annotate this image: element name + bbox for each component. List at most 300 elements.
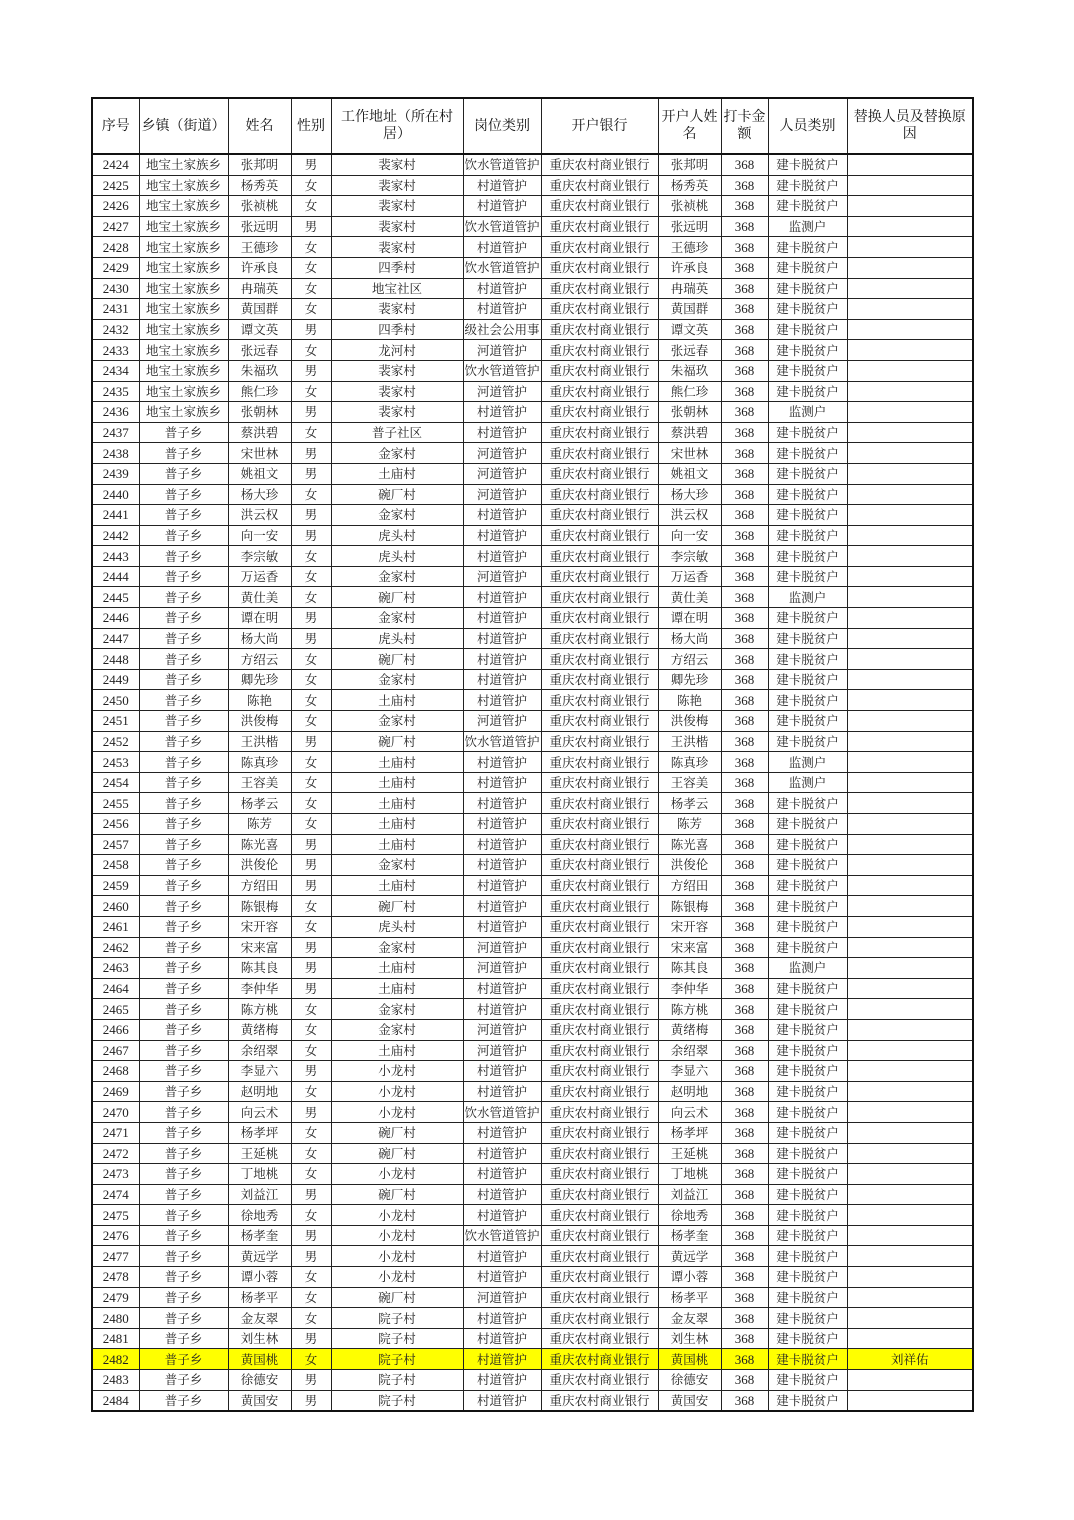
cell-bank: 重庆农村商业银行 [541,1246,658,1267]
cell-replacement [847,1328,973,1349]
table-row [92,1308,973,1329]
cell-serial-no: 2430 [92,278,139,299]
cell-serial-no: 2453 [92,752,139,773]
cell-bank: 重庆农村商业银行 [541,299,658,320]
cell-town: 普子乡 [139,958,228,979]
cell-town: 普子乡 [139,1370,228,1391]
cell-replacement [847,628,973,649]
table-row [92,1019,973,1040]
cell-serial-no: 2452 [92,731,139,752]
table-row [92,1205,973,1226]
cell-town: 普子乡 [139,896,228,917]
cell-name: 王德珍 [228,237,291,258]
cell-amount: 368 [721,340,768,361]
cell-category: 建卡脱贫户 [768,175,847,196]
cell-bank: 重庆农村商业银行 [541,916,658,937]
cell-name: 王容美 [228,772,291,793]
cell-account-holder: 赵明地 [658,1081,721,1102]
cell-name: 张祯桃 [228,196,291,217]
cell-amount: 368 [721,731,768,752]
table-row [92,257,973,278]
cell-bank: 重庆农村商业银行 [541,1390,658,1411]
cell-work-address: 院子村 [331,1390,463,1411]
cell-gender: 男 [291,463,331,484]
cell-town: 普子乡 [139,1246,228,1267]
cell-town: 普子乡 [139,484,228,505]
cell-replacement [847,937,973,958]
cell-gender: 女 [291,299,331,320]
cell-town: 普子乡 [139,463,228,484]
cell-account-holder: 杨秀英 [658,175,721,196]
cell-serial-no: 2444 [92,566,139,587]
cell-serial-no: 2465 [92,999,139,1020]
header-name: 姓名 [228,98,291,154]
cell-post-type: 村道管护 [463,175,541,196]
cell-post-type: 河道管护 [463,1040,541,1061]
cell-account-holder: 朱福玖 [658,360,721,381]
cell-amount: 368 [721,1225,768,1246]
cell-account-holder: 王德珍 [658,237,721,258]
table-row [92,649,973,670]
cell-category: 建卡脱贫户 [768,1267,847,1288]
table-row [92,958,973,979]
cell-bank: 重庆农村商业银行 [541,1267,658,1288]
cell-account-holder: 杨孝平 [658,1287,721,1308]
cell-amount: 368 [721,814,768,835]
table-row [92,175,973,196]
table-row [92,566,973,587]
cell-town: 地宝土家族乡 [139,154,228,175]
cell-serial-no: 2474 [92,1184,139,1205]
cell-gender: 女 [291,1349,331,1370]
cell-bank: 重庆农村商业银行 [541,649,658,670]
cell-replacement [847,505,973,526]
cell-work-address: 金家村 [331,711,463,732]
cell-replacement [847,1184,973,1205]
cell-gender: 男 [291,505,331,526]
cell-work-address: 金家村 [331,937,463,958]
cell-post-type: 村道管护 [463,1184,541,1205]
table-row [92,711,973,732]
cell-category: 建卡脱贫户 [768,1225,847,1246]
cell-bank: 重庆农村商业银行 [541,978,658,999]
cell-post-type: 饮水管道管护 [463,360,541,381]
cell-gender: 男 [291,1328,331,1349]
cell-replacement [847,1102,973,1123]
cell-bank: 重庆农村商业银行 [541,690,658,711]
cell-name: 陈艳 [228,690,291,711]
cell-bank: 重庆农村商业银行 [541,608,658,629]
cell-gender: 女 [291,690,331,711]
cell-serial-no: 2478 [92,1267,139,1288]
cell-work-address: 院子村 [331,1308,463,1329]
cell-name: 王延桃 [228,1143,291,1164]
cell-serial-no: 2459 [92,875,139,896]
cell-name: 洪云权 [228,505,291,526]
cell-bank: 重庆农村商业银行 [541,628,658,649]
cell-bank: 重庆农村商业银行 [541,958,658,979]
cell-town: 普子乡 [139,999,228,1020]
cell-town: 普子乡 [139,875,228,896]
cell-category: 建卡脱贫户 [768,649,847,670]
cell-gender: 男 [291,525,331,546]
cell-amount: 368 [721,772,768,793]
cell-category: 建卡脱贫户 [768,793,847,814]
cell-amount: 368 [721,1102,768,1123]
cell-amount: 368 [721,1308,768,1329]
cell-category: 建卡脱贫户 [768,711,847,732]
cell-account-holder: 余绍翠 [658,1040,721,1061]
cell-serial-no: 2442 [92,525,139,546]
cell-bank: 重庆农村商业银行 [541,484,658,505]
cell-bank: 重庆农村商业银行 [541,669,658,690]
cell-town: 普子乡 [139,1122,228,1143]
cell-post-type: 村道管护 [463,628,541,649]
cell-name: 宋世林 [228,443,291,464]
cell-account-holder: 洪俊伦 [658,855,721,876]
cell-bank: 重庆农村商业银行 [541,505,658,526]
cell-name: 徐地秀 [228,1205,291,1226]
cell-post-type: 河道管护 [463,566,541,587]
table-row [92,793,973,814]
cell-post-type: 村道管护 [463,1122,541,1143]
cell-work-address: 裴家村 [331,175,463,196]
cell-replacement [847,855,973,876]
table-row [92,1040,973,1061]
cell-replacement: 刘祥佑 [847,1349,973,1370]
cell-category: 监测户 [768,958,847,979]
table-row [92,1122,973,1143]
cell-serial-no: 2468 [92,1061,139,1082]
cell-name: 冉瑞英 [228,278,291,299]
cell-serial-no: 2449 [92,669,139,690]
cell-bank: 重庆农村商业银行 [541,1205,658,1226]
cell-town: 普子乡 [139,711,228,732]
header-gender: 性别 [291,98,331,154]
cell-category: 建卡脱贫户 [768,463,847,484]
cell-post-type: 河道管护 [463,937,541,958]
table-row [92,1328,973,1349]
roster-table [91,97,974,1412]
cell-gender: 男 [291,154,331,175]
cell-post-type: 村道管护 [463,505,541,526]
cell-account-holder: 陈真珍 [658,752,721,773]
cell-post-type: 村道管护 [463,525,541,546]
cell-amount: 368 [721,566,768,587]
cell-category: 建卡脱贫户 [768,1040,847,1061]
cell-work-address: 裴家村 [331,196,463,217]
cell-amount: 368 [721,875,768,896]
cell-serial-no: 2437 [92,422,139,443]
cell-work-address: 小龙村 [331,1205,463,1226]
cell-post-type: 村道管护 [463,752,541,773]
cell-category: 建卡脱贫户 [768,1370,847,1391]
cell-bank: 重庆农村商业银行 [541,402,658,423]
cell-serial-no: 2458 [92,855,139,876]
cell-serial-no: 2477 [92,1246,139,1267]
cell-name: 方绍云 [228,649,291,670]
cell-bank: 重庆农村商业银行 [541,772,658,793]
cell-bank: 重庆农村商业银行 [541,196,658,217]
cell-serial-no: 2450 [92,690,139,711]
cell-post-type: 村道管护 [463,402,541,423]
cell-category: 建卡脱贫户 [768,1143,847,1164]
cell-category: 建卡脱贫户 [768,154,847,175]
cell-post-type: 村道管护 [463,1267,541,1288]
cell-account-holder: 黄绪梅 [658,1019,721,1040]
table-row [92,1246,973,1267]
cell-serial-no: 2483 [92,1370,139,1391]
cell-category: 建卡脱贫户 [768,690,847,711]
cell-gender: 女 [291,1308,331,1329]
cell-replacement [847,546,973,567]
cell-bank: 重庆农村商业银行 [541,1287,658,1308]
cell-amount: 368 [721,1390,768,1411]
cell-work-address: 虎头村 [331,546,463,567]
cell-town: 普子乡 [139,587,228,608]
cell-category: 建卡脱贫户 [768,278,847,299]
cell-serial-no: 2441 [92,505,139,526]
cell-category: 建卡脱贫户 [768,422,847,443]
cell-name: 刘生林 [228,1328,291,1349]
cell-town: 普子乡 [139,422,228,443]
cell-name: 张朝林 [228,402,291,423]
cell-post-type: 村道管护 [463,855,541,876]
cell-category: 建卡脱贫户 [768,1390,847,1411]
cell-amount: 368 [721,402,768,423]
cell-replacement [847,875,973,896]
cell-town: 地宝土家族乡 [139,237,228,258]
cell-account-holder: 张祯桃 [658,196,721,217]
header-town: 乡镇（街道） [139,98,228,154]
header-amount: 打卡金额 [721,98,768,154]
cell-bank: 重庆农村商业银行 [541,257,658,278]
cell-post-type: 村道管护 [463,1143,541,1164]
cell-gender: 女 [291,1122,331,1143]
cell-name: 王洪楷 [228,731,291,752]
cell-post-type: 饮水管道管护 [463,1225,541,1246]
cell-work-address: 碗厂村 [331,587,463,608]
cell-amount: 368 [721,1328,768,1349]
header-row [92,98,973,154]
cell-work-address: 金家村 [331,855,463,876]
cell-town: 普子乡 [139,752,228,773]
cell-account-holder: 黄远学 [658,1246,721,1267]
cell-bank: 重庆农村商业银行 [541,587,658,608]
cell-serial-no: 2454 [92,772,139,793]
table-row [92,628,973,649]
cell-serial-no: 2438 [92,443,139,464]
cell-amount: 368 [721,299,768,320]
cell-serial-no: 2470 [92,1102,139,1123]
cell-gender: 女 [291,772,331,793]
cell-replacement [847,1122,973,1143]
cell-amount: 368 [721,1122,768,1143]
cell-serial-no: 2435 [92,381,139,402]
cell-work-address: 碗厂村 [331,1122,463,1143]
cell-work-address: 土庙村 [331,814,463,835]
table-row [92,525,973,546]
cell-category: 建卡脱贫户 [768,1164,847,1185]
cell-gender: 男 [291,855,331,876]
cell-serial-no: 2463 [92,958,139,979]
cell-serial-no: 2484 [92,1390,139,1411]
cell-replacement [847,1246,973,1267]
cell-post-type: 村道管护 [463,1061,541,1082]
cell-account-holder: 方绍田 [658,875,721,896]
cell-replacement [847,402,973,423]
table-row [92,402,973,423]
cell-account-holder: 宋开容 [658,916,721,937]
table-row [92,1081,973,1102]
cell-category: 建卡脱贫户 [768,834,847,855]
cell-town: 普子乡 [139,772,228,793]
cell-gender: 女 [291,546,331,567]
cell-amount: 368 [721,1040,768,1061]
cell-replacement [847,422,973,443]
cell-category: 建卡脱贫户 [768,1122,847,1143]
cell-replacement [847,1225,973,1246]
cell-replacement [847,834,973,855]
cell-replacement [847,649,973,670]
cell-name: 金友翠 [228,1308,291,1329]
cell-amount: 368 [721,937,768,958]
cell-name: 杨秀英 [228,175,291,196]
cell-amount: 368 [721,1184,768,1205]
cell-account-holder: 杨孝坪 [658,1122,721,1143]
table-row [92,237,973,258]
cell-replacement [847,1164,973,1185]
cell-account-holder: 许承良 [658,257,721,278]
cell-post-type: 村道管护 [463,1081,541,1102]
cell-work-address: 小龙村 [331,1267,463,1288]
cell-work-address: 金家村 [331,505,463,526]
cell-serial-no: 2436 [92,402,139,423]
cell-serial-no: 2462 [92,937,139,958]
cell-post-type: 村道管护 [463,237,541,258]
cell-bank: 重庆农村商业银行 [541,752,658,773]
table-row [92,937,973,958]
cell-name: 陈真珍 [228,752,291,773]
cell-account-holder: 杨大珍 [658,484,721,505]
cell-post-type: 村道管护 [463,1205,541,1226]
cell-town: 普子乡 [139,1225,228,1246]
cell-amount: 368 [721,505,768,526]
cell-work-address: 碗厂村 [331,731,463,752]
cell-account-holder: 张远明 [658,216,721,237]
cell-account-holder: 卿先珍 [658,669,721,690]
cell-gender: 女 [291,999,331,1020]
cell-category: 建卡脱贫户 [768,916,847,937]
cell-name: 陈其良 [228,958,291,979]
cell-account-holder: 张邦明 [658,154,721,175]
cell-account-holder: 熊仁珍 [658,381,721,402]
cell-name: 杨大尚 [228,628,291,649]
cell-bank: 重庆农村商业银行 [541,999,658,1020]
table-row [92,319,973,340]
cell-category: 建卡脱贫户 [768,731,847,752]
cell-name: 朱福玖 [228,360,291,381]
cell-name: 徐德安 [228,1370,291,1391]
cell-category: 建卡脱贫户 [768,1287,847,1308]
cell-post-type: 饮水管道管护 [463,1102,541,1123]
cell-name: 余绍翠 [228,1040,291,1061]
cell-gender: 女 [291,175,331,196]
cell-category: 建卡脱贫户 [768,1184,847,1205]
cell-replacement [847,360,973,381]
cell-bank: 重庆农村商业银行 [541,1225,658,1246]
cell-category: 建卡脱贫户 [768,1019,847,1040]
cell-work-address: 院子村 [331,1328,463,1349]
table-row [92,1102,973,1123]
cell-account-holder: 陈光喜 [658,834,721,855]
table-row [92,1370,973,1391]
cell-gender: 男 [291,319,331,340]
cell-amount: 368 [721,525,768,546]
cell-replacement [847,1205,973,1226]
cell-name: 杨孝坪 [228,1122,291,1143]
cell-name: 姚祖文 [228,463,291,484]
table-row [92,690,973,711]
cell-account-holder: 陈银梅 [658,896,721,917]
cell-replacement [847,793,973,814]
cell-replacement [847,463,973,484]
table-row [92,978,973,999]
table-row [92,731,973,752]
cell-town: 普子乡 [139,669,228,690]
cell-serial-no: 2476 [92,1225,139,1246]
cell-serial-no: 2439 [92,463,139,484]
cell-amount: 368 [721,793,768,814]
cell-bank: 重庆农村商业银行 [541,154,658,175]
cell-town: 地宝土家族乡 [139,257,228,278]
cell-town: 普子乡 [139,525,228,546]
cell-town: 地宝土家族乡 [139,319,228,340]
table-row [92,1184,973,1205]
cell-bank: 重庆农村商业银行 [541,175,658,196]
cell-town: 普子乡 [139,855,228,876]
cell-town: 普子乡 [139,566,228,587]
cell-work-address: 土庙村 [331,463,463,484]
table-row [92,814,973,835]
cell-name: 陈光喜 [228,834,291,855]
cell-category: 建卡脱贫户 [768,669,847,690]
table-row [92,875,973,896]
cell-serial-no: 2424 [92,154,139,175]
cell-replacement [847,154,973,175]
cell-account-holder: 李显六 [658,1061,721,1082]
cell-replacement [847,1370,973,1391]
cell-town: 普子乡 [139,505,228,526]
cell-bank: 重庆农村商业银行 [541,875,658,896]
cell-gender: 男 [291,834,331,855]
cell-post-type: 村道管护 [463,1246,541,1267]
cell-serial-no: 2456 [92,814,139,835]
cell-category: 建卡脱贫户 [768,319,847,340]
cell-category: 建卡脱贫户 [768,814,847,835]
cell-work-address: 四季村 [331,257,463,278]
cell-category: 建卡脱贫户 [768,1308,847,1329]
table-row [92,1287,973,1308]
cell-bank: 重庆农村商业银行 [541,1308,658,1329]
cell-gender: 女 [291,711,331,732]
cell-account-holder: 王延桃 [658,1143,721,1164]
table-row [92,299,973,320]
cell-category: 建卡脱贫户 [768,566,847,587]
cell-name: 张远春 [228,340,291,361]
cell-gender: 女 [291,1164,331,1185]
cell-work-address: 小龙村 [331,1246,463,1267]
